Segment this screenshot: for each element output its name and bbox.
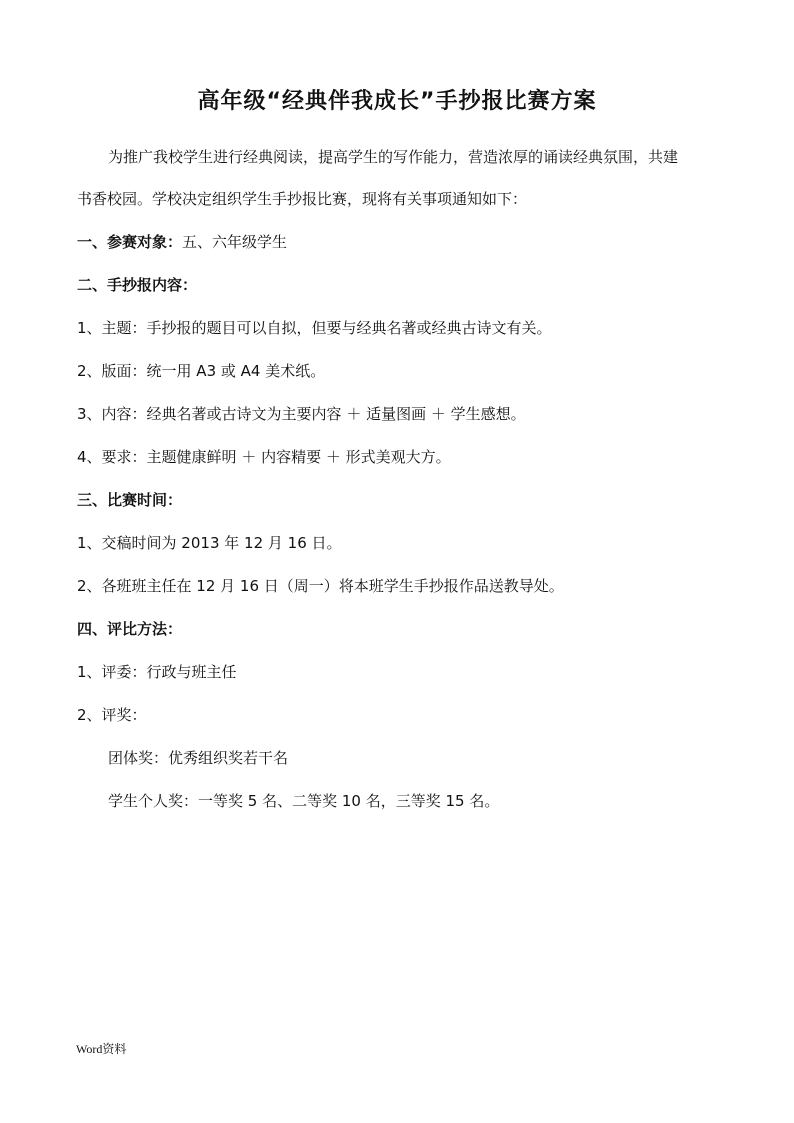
- award-item: 学生个人奖：一等奖 5 名、二等奖 10 名，三等奖 15 名。: [108, 792, 500, 810]
- section-1-heading: 一、参赛对象：: [77, 233, 183, 251]
- intro-line-1: 为推广我校学生进行经典阅读，提高学生的写作能力，营造浓厚的诵读经典氛围，共建: [108, 148, 679, 166]
- section-3-heading: 三、比赛时间：: [77, 491, 183, 509]
- list-item: 2、版面：统一用 A3 或 A4 美术纸。: [77, 362, 326, 380]
- list-item: 3、内容：经典名著或古诗文为主要内容 ＋ 适量图画 ＋ 学生感想。: [77, 405, 526, 423]
- section-4-heading: 四、评比方法：: [77, 620, 183, 638]
- list-item: 2、各班班主任在 12 月 16 日（周一）将本班学生手抄报作品送教导处。: [77, 577, 564, 595]
- intro-line-2: 书香校园。学校决定组织学生手抄报比赛，现将有关事项通知如下：: [77, 190, 528, 208]
- section-2-heading: 二、手抄报内容：: [77, 276, 198, 294]
- list-item: 1、主题：手抄报的题目可以自拟，但要与经典名著或经典古诗文有关。: [77, 319, 552, 337]
- section-participants: [77, 230, 287, 254]
- section-1-text: 五、六年级学生: [182, 233, 288, 251]
- list-item: 2、评奖：: [77, 706, 147, 724]
- award-item: 团体奖：优秀组织奖若干名: [108, 749, 289, 767]
- list-item: 4、要求：主题健康鲜明 ＋ 内容精要 ＋ 形式美观大方。: [77, 448, 451, 466]
- list-item: 1、交稿时间为 2013 年 12 月 16 日。: [77, 534, 342, 552]
- list-item: 1、评委：行政与班主任: [77, 663, 237, 681]
- page-footer: Word资料: [76, 1042, 127, 1056]
- page-title: 高年级“经典伴我成长”手抄报比赛方案: [197, 89, 597, 114]
